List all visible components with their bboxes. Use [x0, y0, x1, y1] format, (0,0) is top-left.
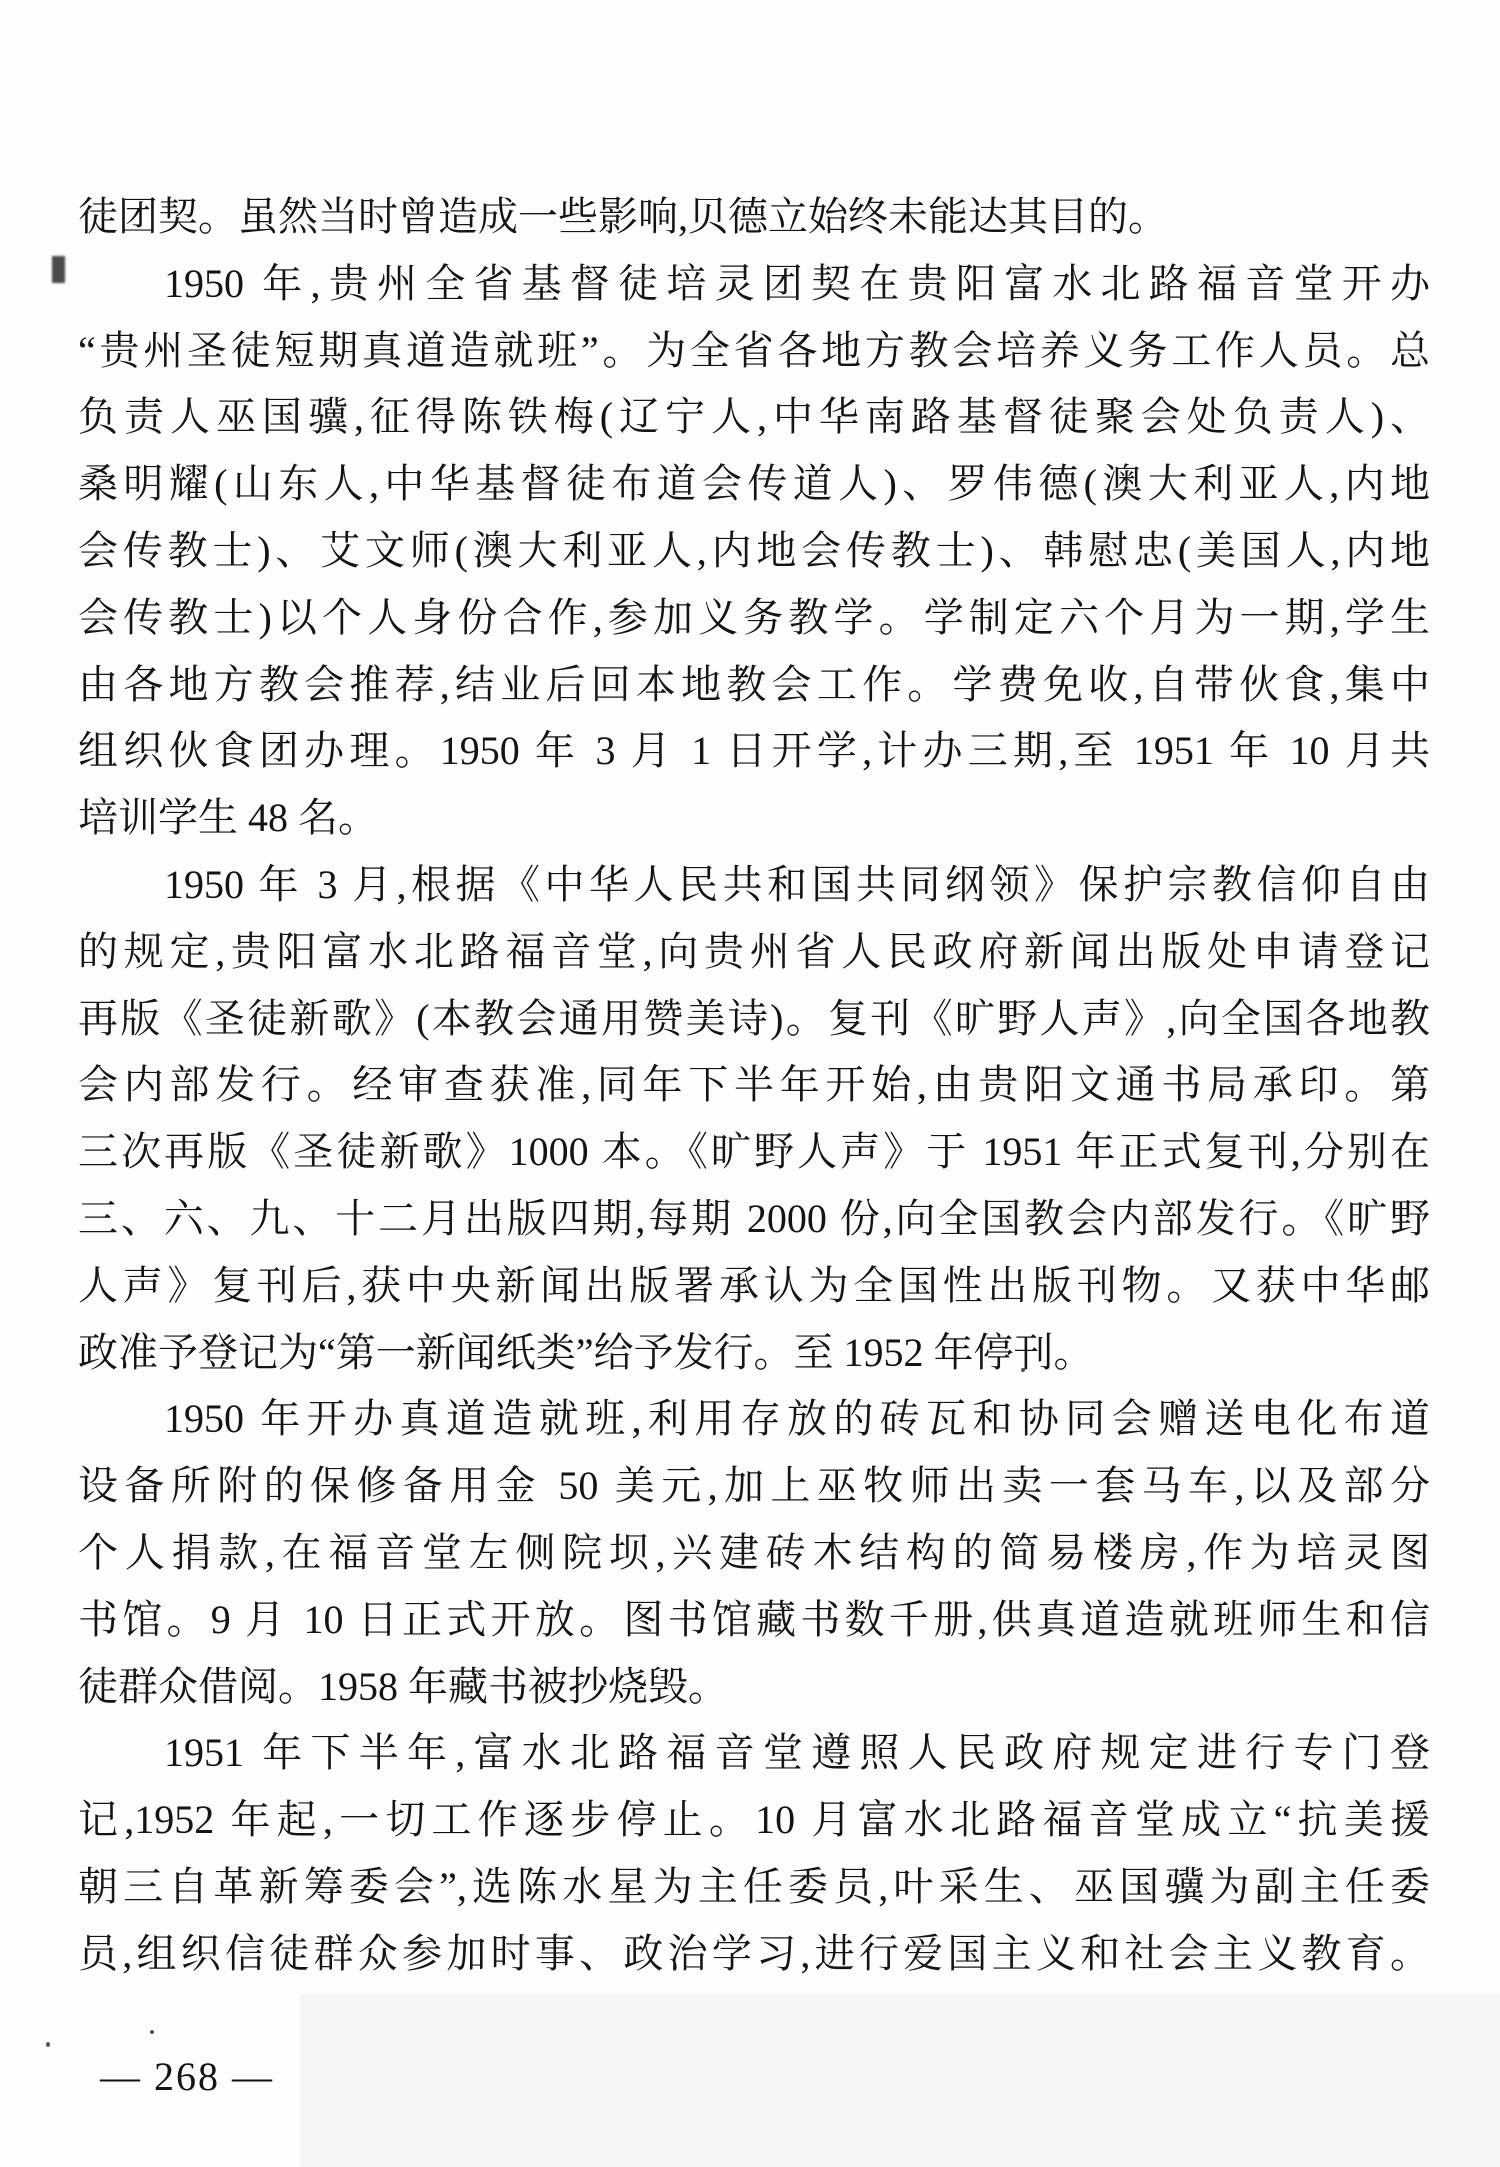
text-line: 徒群众借阅。1958 年藏书被抄烧毁。 [78, 1663, 728, 1709]
text-line: 书馆。9 月 10 日正式开放。图书馆藏书数千册,供真道造就班师生和信 [78, 1596, 1430, 1642]
text-line: 1951 年下半年,富水北路福音堂遵照人民政府规定进行专门登 [164, 1730, 1430, 1776]
text-line: 徒团契。虽然当时曾造成一些影响,贝德立始终未能达其目的。 [78, 194, 1168, 239]
text-line: 组织伙食团办理。1950 年 3 月 1 日开学,计办三期,至 1951 年 10 月共 [78, 728, 1430, 774]
paragraph [78, 184, 1430, 251]
text-line: 再版《圣徒新歌》(本教会通用赞美诗)。复刊《旷野人声》,向全国各地教 [78, 995, 1430, 1041]
text-block [78, 184, 1430, 1988]
text-line: 个人捐款,在福音堂左侧院坝,兴建砖木结构的简易楼房,作为培灵图 [78, 1529, 1430, 1575]
page-number: — 268 — [100, 2054, 274, 2099]
text-line: 设备所附的保修备用金 50 美元,加上巫牧师出卖一套马车,以及部分 [78, 1463, 1430, 1509]
scan-tint-artifact [300, 1993, 1500, 2167]
text-line: 负责人巫国骥,征得陈铁梅(辽宁人,中华南路基督徒聚会处负责人)、 [78, 394, 1430, 440]
paragraph [78, 251, 1430, 852]
text-line: 人声》复刊后,获中央新闻出版署承认为全国性出版刊物。又获中华邮 [78, 1262, 1430, 1308]
text-line: 员,组织信徒群众参加时事、政治学习,进行爱国主义和社会主义教育。 [78, 1930, 1430, 1976]
text-line: 三、六、九、十二月出版四期,每期 2000 份,向全国教会内部发行。《旷野 [78, 1195, 1430, 1241]
text-line: 的规定,贵阳富水北路福音堂,向贵州省人民政府新闻出版处申请登记 [78, 928, 1430, 974]
text-line: 会内部发行。经审查获准,同年下半年开始,由贵阳文通书局承印。第 [78, 1062, 1430, 1108]
text-line: 1950 年开办真道造就班,利用存放的砖瓦和协同会赠送电化布道 [164, 1396, 1430, 1442]
text-line: 会传教士)、艾文师(澳大利亚人,内地会传教士)、韩慰忠(美国人,内地 [78, 527, 1430, 573]
text-line: 1950 年 3 月,根据《中华人民共和国共同纲领》保护宗教信仰自由 [164, 861, 1430, 907]
text-line: 三次再版《圣徒新歌》1000 本。《旷野人声》于 1951 年正式复刊,分别在 [78, 1129, 1430, 1175]
text-line: 朝三自革新筹委会”,选陈水星为主任委员,叶采生、巫国骥为副主任委 [78, 1863, 1430, 1909]
text-line: “贵州圣徒短期真道造就班”。为全省各地方教会培养义务工作人员。总 [78, 327, 1430, 373]
text-line: 培训学生 48 名。 [78, 795, 378, 841]
text-line: 1950 年,贵州全省基督徒培灵团契在贵阳富水北路福音堂开办 [164, 260, 1430, 306]
scan-speck [46, 2042, 50, 2047]
text-line: 记,1952 年起,一切工作逐步停止。10 月富水北路福音堂成立“抗美援 [78, 1797, 1430, 1843]
scan-smudge-artifact [52, 256, 65, 283]
text-line: 会传教士)以个人身份合作,参加义务教学。学制定六个月为一期,学生 [78, 594, 1430, 640]
scan-speck [150, 2030, 154, 2034]
paragraph [78, 852, 1430, 1386]
paragraph [78, 1386, 1430, 1720]
paragraph [78, 1720, 1430, 1987]
text-line: 政准予登记为“第一新闻纸类”给予发行。至 1952 年停刊。 [78, 1329, 1094, 1375]
text-line: 桑明耀(山东人,中华基督徒布道会传道人)、罗伟德(澳大利亚人,内地 [78, 461, 1430, 507]
text-line: 由各地方教会推荐,结业后回本地教会工作。学费免收,自带伙食,集中 [78, 661, 1430, 707]
